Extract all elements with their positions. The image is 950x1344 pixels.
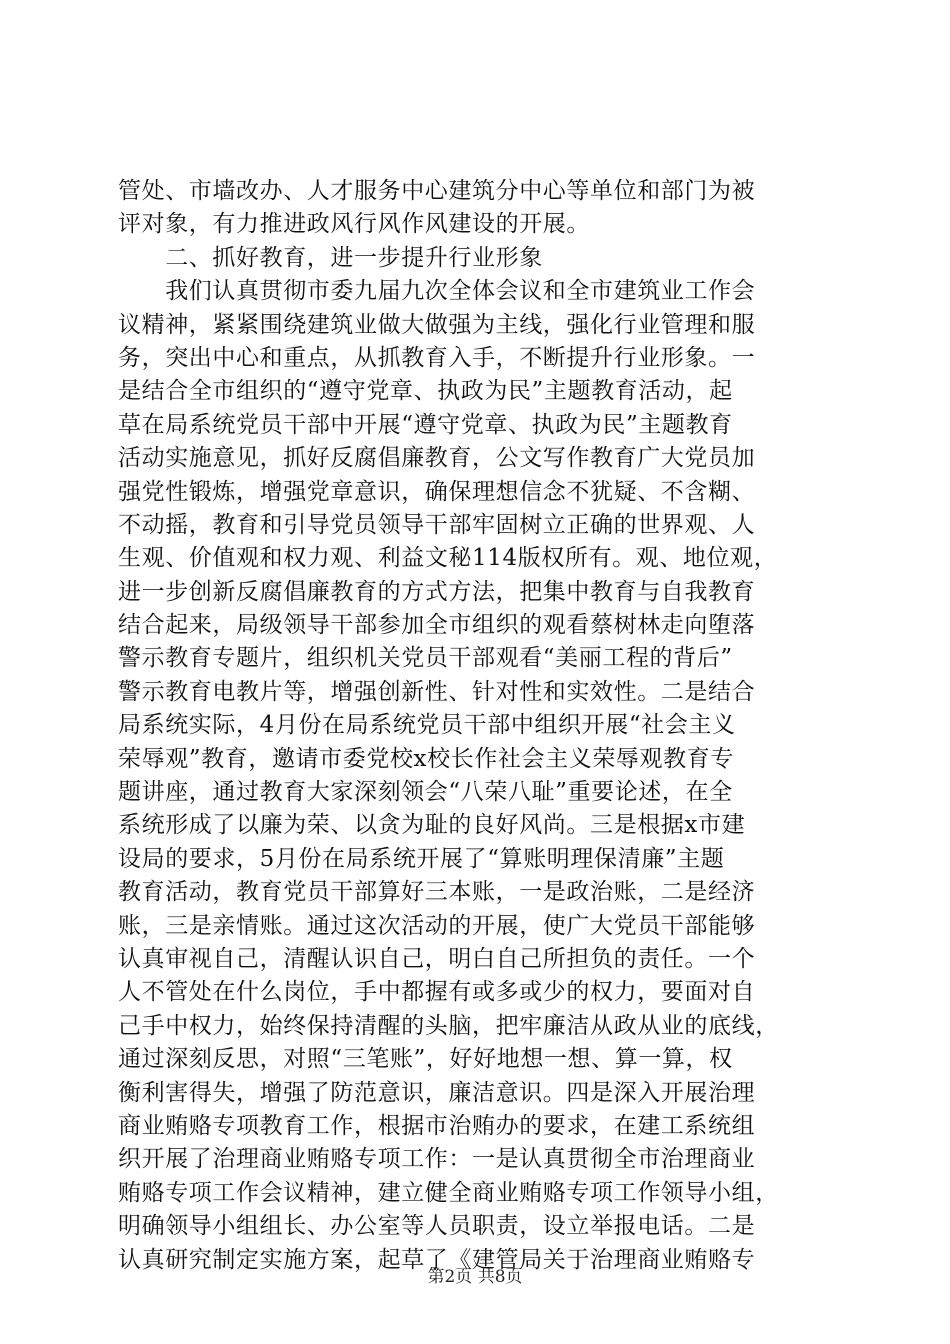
text-line: 我们认真贯彻市委九届九次全体会议和全市建筑业工作会: [118, 278, 756, 305]
text-line: 账，三是亲情账。通过这次活动的开展，使广大党员干部能够: [118, 912, 756, 939]
text-line: 管处、市墙改办、人才服务中心建筑分中心等单位和部门为被: [118, 178, 756, 204]
text-line: 明确领导小组组长、办公室等人员职责，设立举报电话。二是: [118, 1213, 756, 1240]
text-line: 是结合全市组织的“遵守党章、执政为民”主题教育活动，起: [118, 378, 733, 405]
section-heading: 二、抓好教育，进一步提升行业形象: [118, 244, 543, 271]
text-line: 警示教育专题片，组织机关党员干部观看“美丽工程的背后”: [118, 645, 733, 672]
text-line: 人不管处在什么岗位，手中都握有或多或少的权力，要面对自: [118, 979, 756, 1006]
text-line: 认真研究制定实施方案，起草了《建管局关于治理商业贿赂专: [118, 1246, 756, 1273]
text-line: 不动摇，教育和引导党员领导干部牢固树立正确的世界观、人: [118, 511, 756, 538]
text-line: 结合起来，局级领导干部参加全市组织的观看蔡树林走向堕落: [118, 612, 756, 639]
text-line: 教育活动，教育党员干部算好三本账，一是政治账，二是经济: [118, 879, 756, 906]
text-line: 议精神，紧紧围绕建筑业做大做强为主线，强化行业管理和服: [118, 311, 756, 338]
text-line: 系统形成了以廉为荣、以贪为耻的良好风尚。三是根据x市建: [118, 812, 746, 839]
text-line: 己手中权力，始终保持清醒的头脑，把牢廉洁从政从业的底线，: [118, 1012, 779, 1039]
text-line: 通过深刻反思，对照“三笔账”，好好地想一想、算一算，权: [118, 1046, 733, 1073]
text-line: 生观、价值观和权力观、利益文秘114版权所有。观、地位观，: [118, 545, 778, 572]
text-line: 织开展了治理商业贿赂专项工作：一是认真贯彻全市治理商业: [118, 1146, 756, 1173]
text-line: 贿赂专项工作会议精神，建立健全商业贿赂专项工作领导小组，: [118, 1179, 779, 1206]
text-line: 活动实施意见，抓好反腐倡廉教育，公文写作教育广大党员加: [118, 445, 756, 472]
text-line: 进一步创新反腐倡廉教育的方式方法，把集中教育与自我教育: [118, 578, 756, 605]
page-number-footer: 第2页 共8页: [427, 1267, 523, 1287]
text-line: 评对象，有力推进政风行风作风建设的开展。: [118, 211, 590, 238]
text-line: 设局的要求，5月份在局系统开展了“算账明理保清廉”主题: [118, 845, 725, 872]
text-line: 题讲座，通过教育大家深刻领会“八荣八耻”重要论述，在全: [118, 779, 733, 806]
text-line: 荣辱观”教育，邀请市委党校x校长作社会主义荣辱观教育专: [118, 745, 734, 772]
text-line: 强党性锻炼，增强党章意识，确保理想信念不犹疑、不含糊、: [118, 478, 756, 505]
body-text: [118, 175, 834, 1277]
text-line: 认真审视自己，清醒认识自己，明白自己所担负的责任。一个: [118, 945, 756, 972]
text-line: 草在局系统党员干部中开展“遵守党章、执政为民”主题教育: [118, 411, 733, 438]
text-line: 商业贿赂专项教育工作，根据市治贿办的要求，在建工系统组: [118, 1112, 756, 1139]
text-line: 务，突出中心和重点，从抓教育入手，不断提升行业形象。一: [118, 344, 756, 371]
text-line: 警示教育电教片等，增强创新性、针对性和实效性。二是结合: [118, 678, 756, 705]
text-line: 衡利害得失，增强了防范意识，廉洁意识。四是深入开展治理: [118, 1079, 756, 1106]
text-line: 局系统实际，4月份在局系统党员干部中组织开展“社会主义: [118, 712, 736, 739]
